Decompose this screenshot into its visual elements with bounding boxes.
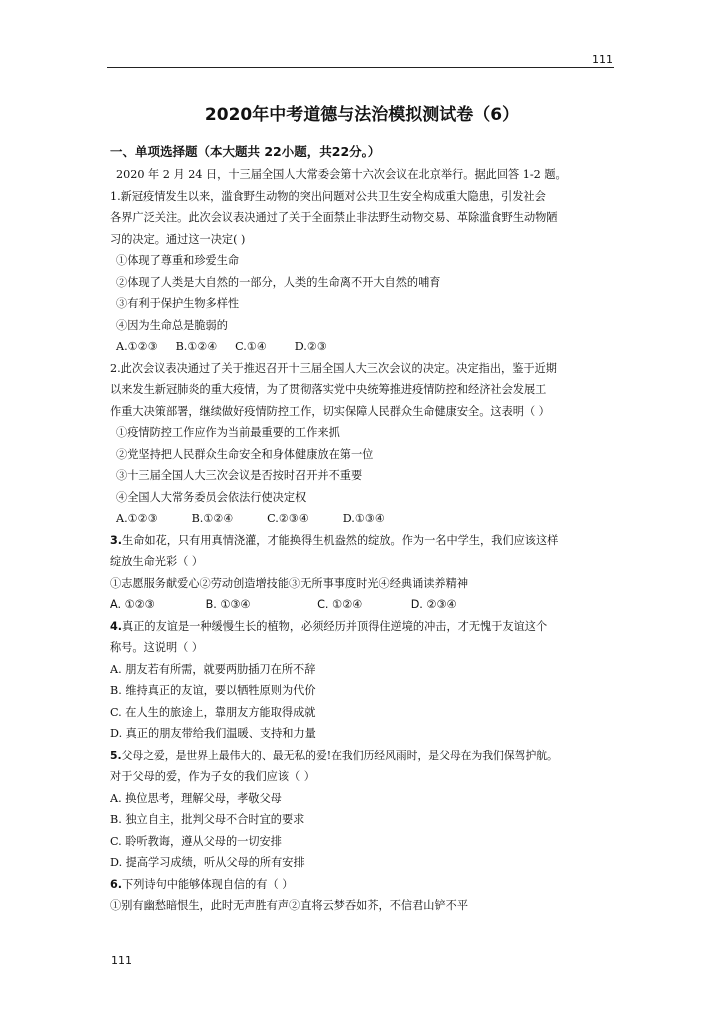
footer-page-number: 111 — [111, 954, 132, 967]
q1-stem-line: 1.新冠疫情发生以来，滥食野生动物的突出问题对公共卫生安全构成重大隐患，引发社会 — [110, 189, 546, 203]
exam-content — [110, 140, 620, 917]
q2-option-a: A.①②③ — [116, 512, 158, 525]
q3-option-b: B. ①③④ — [205, 598, 251, 611]
q4-stem-text: 真正的友谊是一种缓慢生长的植物，必须经历并顶得住逆境的冲击，才无愧于友谊这个 — [122, 619, 548, 633]
q4-stem-line: 称号。这说明（ ） — [110, 641, 204, 654]
q6-stem-line — [110, 874, 620, 896]
q1-item: ②体现了人类是大自然的一部分，人类的生命离不开大自然的哺育 — [116, 275, 441, 289]
material-text: 2020 年 2 月 24 日，十三届全国人大常委会第十六次会议在北京举行。据此回答 1-2 题。 — [116, 168, 567, 181]
q2-item: ②党坚持把人民群众生命安全和身体健康放在第一位 — [116, 447, 374, 461]
q5-stem-line: 对于父母的爱，作为子女的我们应该（ ） — [110, 770, 315, 783]
q5-option-b: B. 独立自主，批判父母不合时宜的要求 — [110, 813, 305, 826]
q1-option-a: A.①②③ — [116, 340, 158, 353]
q2-stem-line: 2.此次会议表决通过了关于推迟召开十三届全国人大三次会议的决定。决定指出，鉴于近期 — [110, 361, 557, 375]
q2-options — [110, 508, 620, 530]
q4-number: 4. — [110, 619, 123, 633]
q3-stem-text: 生命如花，只有用真情浇灌，才能换得生机盎然的绽放。作为一名中学生，我们应该这样 — [122, 533, 559, 547]
q1-stem-line: 各界广泛关注。此次会议表决通过了关于全面禁止非法野生动物交易、革除滥食野生动物陋 — [110, 211, 558, 224]
q5-stem-text: 父母之爱，是世界上最伟大的、最无私的爱!在我们历经风雨时，是父母在为我们保驾护航。 — [121, 748, 558, 762]
q5-option-c: C. 聆听教诲，遵从父母的一切安排 — [110, 834, 282, 848]
q6-stem-text: 下列诗句中能够体现自信的有（ ） — [122, 877, 294, 891]
q4-option-c: C. 在人生的旅途上，靠朋友方能取得成就 — [110, 705, 316, 719]
q1-option-d: D.②③ — [294, 340, 327, 353]
q1-stem-line: 习的决定。通过这一决定( ) — [110, 232, 246, 246]
q2-option-c: C.②③④ — [267, 512, 309, 525]
q3-stem-line — [110, 530, 620, 552]
q3-stem-line: 绽放生命光彩（ ） — [110, 555, 204, 568]
q3-options — [110, 594, 620, 616]
q1-item: ④因为生命总是脆弱的 — [116, 318, 228, 332]
q2-stem-line: 以来发生新冠肺炎的重大疫情，为了贯彻落实党中央统筹推进疫情防控和经济社会发展工 — [110, 383, 547, 396]
q3-option-a: A. ①②③ — [110, 598, 155, 611]
q5-option-a: A. 换位思考，理解父母，孝敬父母 — [110, 791, 282, 805]
q6-number: 6. — [110, 877, 123, 891]
q2-item: ④全国人大常务委员会依法行使决定权 — [116, 490, 307, 504]
header-rule — [107, 67, 614, 68]
q5-stem-line — [110, 745, 620, 767]
q4-option-d: D. 真正的朋友带给我们温暖、支持和力量 — [110, 727, 316, 740]
header-page-number: 111 — [592, 53, 613, 66]
section-heading: 一、单项选择题（本大题共 22小题，共22分。） — [110, 144, 381, 159]
q2-item: ③十三届全国人大三次会议是否按时召开并不重要 — [116, 469, 363, 482]
q2-option-d: D.①③④ — [342, 512, 385, 525]
q1-option-b: B.①②④ — [175, 340, 218, 353]
q3-number: 3. — [110, 533, 123, 547]
q1-item: ①体现了尊重和珍爱生命 — [116, 254, 240, 267]
q1-item: ③有利于保护生物多样性 — [116, 297, 240, 310]
q4-stem-line — [110, 616, 620, 638]
q6-items: ①别有幽愁暗恨生，此时无声胜有声②直将云梦吞如芥，不信君山铲不平 — [110, 899, 469, 912]
q5-option-d: D. 提高学习成绩，听从父母的所有安排 — [110, 856, 305, 869]
q1-options — [110, 336, 620, 358]
page-title: 2020年中考道德与法治模拟测试卷（6） — [204, 105, 520, 125]
q3-option-c: C. ①②④ — [317, 598, 363, 611]
q3-option-d: D. ②③④ — [410, 598, 457, 611]
q5-number: 5. — [110, 748, 122, 762]
q2-option-b: B.①②④ — [191, 512, 234, 525]
q1-option-c: C.①④ — [235, 340, 267, 353]
q4-option-a: A. 朋友若有所需，就要两肋插刀在所不辞 — [110, 662, 316, 676]
q3-items: ①志愿服务献爱心②劳动创造增技能③无所事事度时光④经典诵读养精神 — [110, 576, 469, 590]
q2-stem-line: 作重大决策部署，继续做好疫情防控工作，切实保障人民群众生命健康安全。这表明（ ） — [110, 404, 550, 418]
q2-item: ①疫情防控工作应作为当前最重要的工作来抓 — [116, 426, 340, 439]
q4-option-b: B. 维持真正的友谊，要以牺牲原则为代价 — [110, 684, 316, 697]
